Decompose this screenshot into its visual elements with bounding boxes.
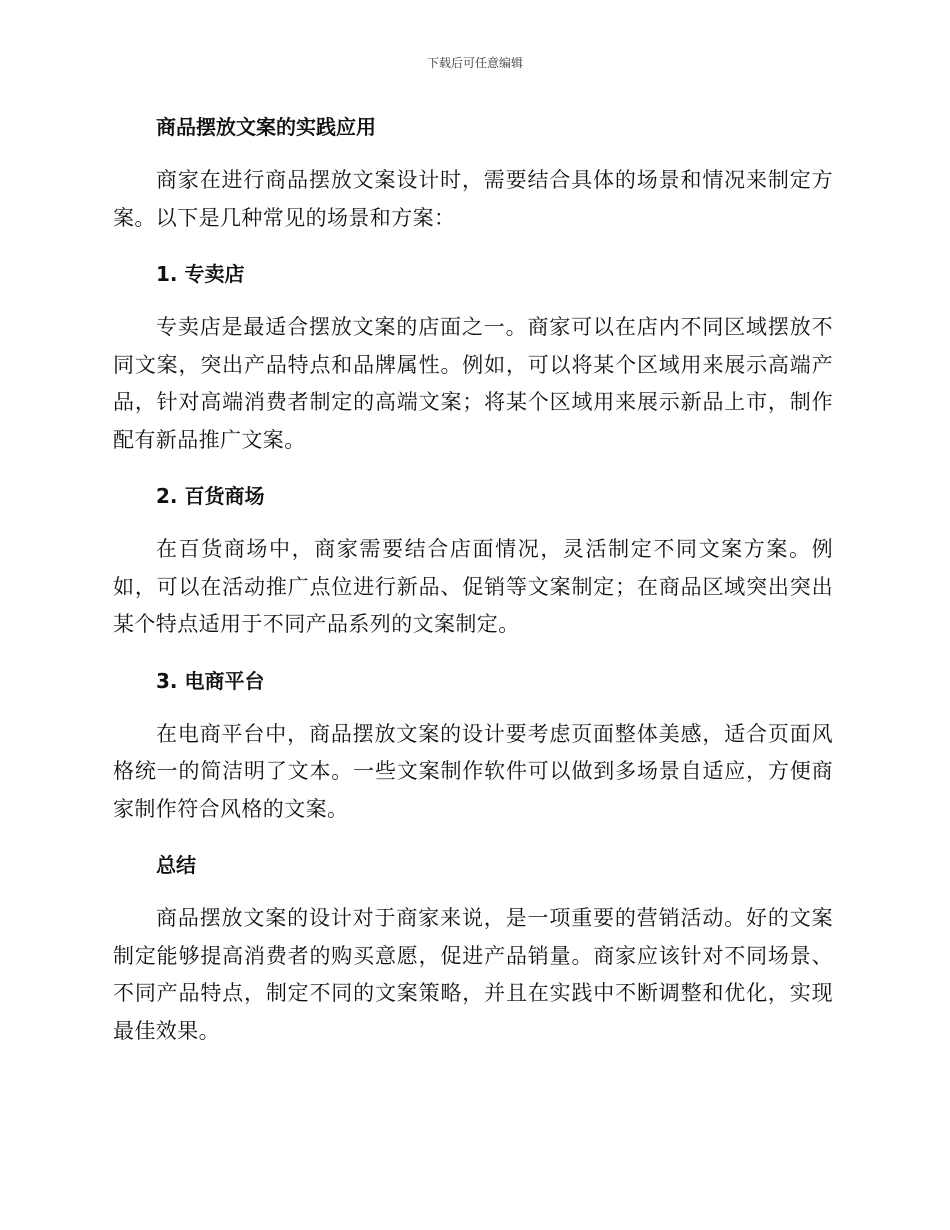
document-title: 商品摆放文案的实践应用 bbox=[156, 115, 376, 139]
section-heading-ecommerce: 3. 电商平台 bbox=[156, 668, 265, 693]
summary-body: 商品摆放文案的设计对于商家来说，是一项重要的营销活动。好的文案制定能够提高消费者的购买意愿，促进产品销量。商家应该针对不同场景、不同产品特点，制定不同的文案策略，并且在实践中不断调整和优化，实现最佳效果。 bbox=[113, 906, 833, 1043]
section-heading-specialty-store: 1. 专卖店 bbox=[156, 262, 245, 286]
header-note: 下载后可任意编辑 bbox=[426, 56, 523, 70]
document-body bbox=[113, 108, 833, 1068]
intro-paragraph: 商家在进行商品摆放文案设计时，需要结合具体的场景和情况来制定方案。以下是几种常见的场景和方案： bbox=[113, 168, 833, 230]
summary-heading: 总结 bbox=[156, 853, 196, 877]
section-body-department-store: 在百货商场中，商家需要结合店面情况，灵活制定不同文案方案。例如，可以在活动推广点位进行新品、促销等文案制定；在商品区域突出突出某个特点适用于不同产品系列的文案制定。 bbox=[113, 537, 833, 636]
section-body-ecommerce: 在电商平台中，商品摆放文案的设计要考虑页面整体美感，适合页面风格统一的简洁明了文本。一些文案制作软件可以做到多场景自适应，方便商家制作符合风格的文案。 bbox=[113, 721, 833, 821]
section-body-specialty-store: 专卖店是最适合摆放文案的店面之一。商家可以在店内不同区域摆放不同文案，突出产品特点和品牌属性。例如，可以将某个区域用来展示高端产品，针对高端消费者制定的高端文案；将某个区域用来展示新品上市，制作配有新品推广文案。 bbox=[113, 315, 833, 452]
section-heading-department-store: 2. 百货商场 bbox=[156, 484, 265, 508]
